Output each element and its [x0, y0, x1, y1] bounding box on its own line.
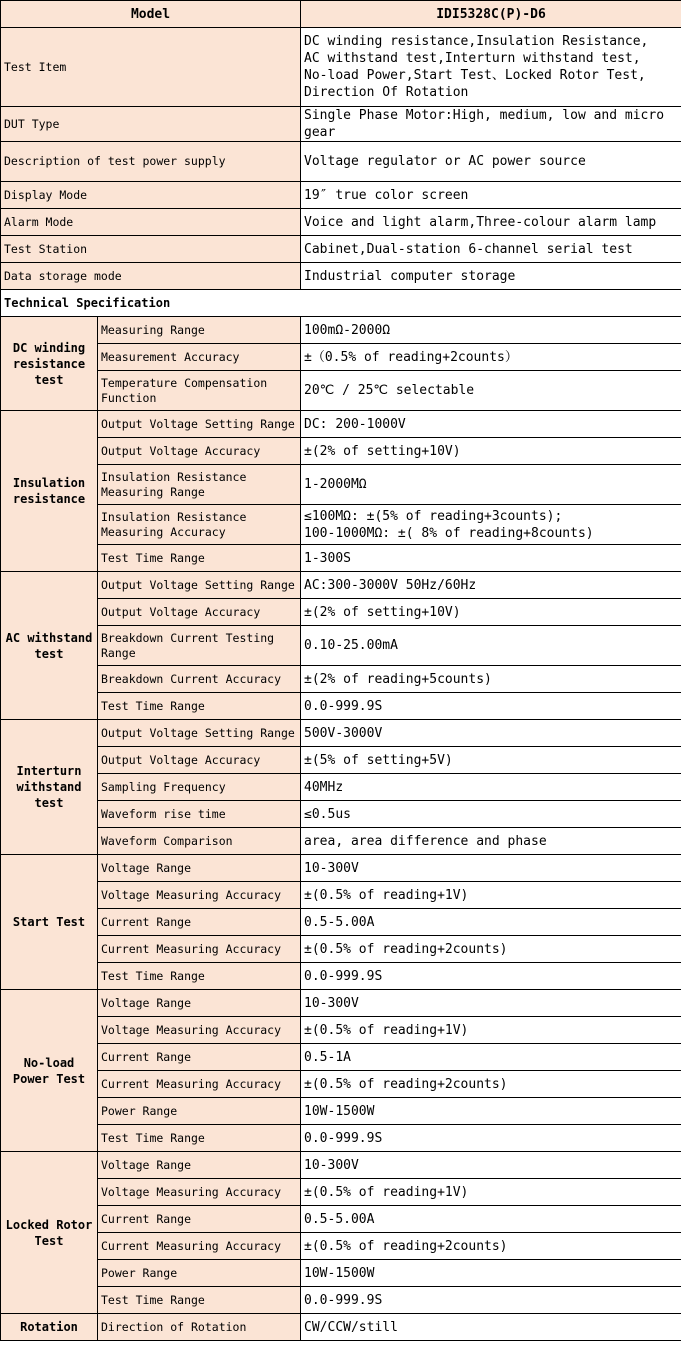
- group-label: Start Test: [1, 855, 98, 990]
- spec-value: 0.0-999.9S: [301, 1287, 681, 1314]
- spec-value: 1-2000MΩ: [301, 465, 681, 505]
- spec-row: [1, 1314, 681, 1341]
- spec-label: Voltage Measuring Accuracy: [98, 1179, 301, 1206]
- general-label: Description of test power supply: [1, 142, 301, 182]
- spec-value: ±(0.5% of reading+1V): [301, 1017, 681, 1044]
- spec-label: Test Time Range: [98, 693, 301, 720]
- general-label: Alarm Mode: [1, 209, 301, 236]
- spec-label: Direction of Rotation: [98, 1314, 301, 1341]
- header-row: [1, 1, 681, 28]
- spec-value: ±(2% of setting+10V): [301, 438, 681, 465]
- spec-row: [1, 545, 681, 572]
- spec-label: Voltage Measuring Accuracy: [98, 882, 301, 909]
- spec-label: Current Range: [98, 1044, 301, 1071]
- spec-value: 0.0-999.9S: [301, 963, 681, 990]
- general-row: [1, 28, 681, 107]
- spec-value: 10W-1500W: [301, 1098, 681, 1125]
- spec-value: 10-300V: [301, 990, 681, 1017]
- spec-row: [1, 720, 681, 747]
- spec-value: ±(0.5% of reading+1V): [301, 1179, 681, 1206]
- spec-value: ±(0.5% of reading+2counts): [301, 1071, 681, 1098]
- spec-row: [1, 1017, 681, 1044]
- spec-row: [1, 882, 681, 909]
- spec-label: Insulation Resistance Measuring Accuracy: [98, 505, 301, 545]
- general-row: [1, 107, 681, 142]
- group-label: Insulation resistance: [1, 411, 98, 572]
- spec-label: Power Range: [98, 1260, 301, 1287]
- group-label: AC withstand test: [1, 572, 98, 720]
- general-value: 19″ true color screen: [301, 182, 681, 209]
- general-row: [1, 209, 681, 236]
- spec-row: [1, 747, 681, 774]
- spec-row: [1, 990, 681, 1017]
- spec-value: 0.5-5.00A: [301, 1206, 681, 1233]
- spec-label: Output Voltage Accuracy: [98, 438, 301, 465]
- spec-row: [1, 1179, 681, 1206]
- spec-label: Voltage Range: [98, 1152, 301, 1179]
- spec-value: ±(5% of setting+5V): [301, 747, 681, 774]
- spec-row: [1, 936, 681, 963]
- spec-value: 10-300V: [301, 1152, 681, 1179]
- spec-label: Voltage Range: [98, 855, 301, 882]
- spec-row: [1, 626, 681, 666]
- spec-label: Current Range: [98, 1206, 301, 1233]
- spec-value: 0.0-999.9S: [301, 1125, 681, 1152]
- spec-label: Voltage Range: [98, 990, 301, 1017]
- spec-row: [1, 909, 681, 936]
- group-label: DC winding resistance test: [1, 317, 98, 411]
- general-label: Data storage mode: [1, 263, 301, 290]
- general-label: DUT Type: [1, 107, 301, 142]
- spec-value: ±(2% of reading+5counts): [301, 666, 681, 693]
- spec-value: 0.5-5.00A: [301, 909, 681, 936]
- spec-value: 500V-3000V: [301, 720, 681, 747]
- group-label: Rotation: [1, 1314, 98, 1341]
- spec-value: area, area difference and phase: [301, 828, 681, 855]
- spec-row: [1, 1260, 681, 1287]
- spec-row: [1, 438, 681, 465]
- spec-label: Insulation Resistance Measuring Range: [98, 465, 301, 505]
- spec-row: [1, 599, 681, 626]
- spec-value: ±(0.5% of reading+2counts): [301, 936, 681, 963]
- spec-label: Measurement Accuracy: [98, 344, 301, 371]
- spec-table-body: [1, 1, 681, 1341]
- spec-label: Temperature Compensation Function: [98, 371, 301, 411]
- general-value: Voice and light alarm,Three-colour alarm lamp: [301, 209, 681, 236]
- spec-value: 100mΩ-2000Ω: [301, 317, 681, 344]
- spec-value: ±(0.5% of reading+1V): [301, 882, 681, 909]
- spec-row: [1, 774, 681, 801]
- general-row: [1, 182, 681, 209]
- spec-row: [1, 317, 681, 344]
- spec-label: Power Range: [98, 1098, 301, 1125]
- general-label: Test Station: [1, 236, 301, 263]
- spec-label: Current Range: [98, 909, 301, 936]
- spec-row: [1, 828, 681, 855]
- spec-label: Sampling Frequency: [98, 774, 301, 801]
- spec-label: Current Measuring Accuracy: [98, 1071, 301, 1098]
- spec-label: Current Measuring Accuracy: [98, 1233, 301, 1260]
- spec-row: [1, 344, 681, 371]
- general-row: [1, 263, 681, 290]
- spec-value: 40MHz: [301, 774, 681, 801]
- spec-row: [1, 572, 681, 599]
- spec-value: ±(2% of setting+10V): [301, 599, 681, 626]
- spec-label: Test Time Range: [98, 963, 301, 990]
- spec-label: Breakdown Current Accuracy: [98, 666, 301, 693]
- spec-value: 20℃ / 25℃ selectable: [301, 371, 681, 411]
- spec-row: [1, 1098, 681, 1125]
- spec-row: [1, 963, 681, 990]
- general-value: Voltage regulator or AC power source: [301, 142, 681, 182]
- spec-row: [1, 801, 681, 828]
- general-row: [1, 236, 681, 263]
- section-title: Technical Specification: [1, 290, 681, 317]
- general-label: Test Item: [1, 28, 301, 107]
- spec-label: Test Time Range: [98, 1287, 301, 1314]
- spec-row: [1, 1206, 681, 1233]
- spec-label: Output Voltage Accuracy: [98, 747, 301, 774]
- header-model-value: IDI5328C(P)-D6: [301, 1, 681, 28]
- spec-value: ≤0.5us: [301, 801, 681, 828]
- spec-value: ±(0.5% of reading+2counts): [301, 1233, 681, 1260]
- group-label: No-load Power Test: [1, 990, 98, 1152]
- spec-label: Current Measuring Accuracy: [98, 936, 301, 963]
- spec-label: Waveform rise time: [98, 801, 301, 828]
- spec-row: [1, 505, 681, 545]
- spec-row: [1, 1233, 681, 1260]
- spec-row: [1, 1152, 681, 1179]
- spec-value: 1-300S: [301, 545, 681, 572]
- spec-row: [1, 666, 681, 693]
- spec-row: [1, 465, 681, 505]
- general-value: Single Phase Motor:High, medium, low and micro gear: [301, 107, 681, 142]
- spec-label: Output Voltage Setting Range: [98, 572, 301, 599]
- spec-value: 10-300V: [301, 855, 681, 882]
- spec-row: [1, 855, 681, 882]
- spec-row: [1, 371, 681, 411]
- general-value: Cabinet,Dual-station 6-channel serial test: [301, 236, 681, 263]
- section-row: [1, 290, 681, 317]
- spec-row: [1, 1125, 681, 1152]
- spec-row: [1, 1287, 681, 1314]
- spec-label: Breakdown Current Testing Range: [98, 626, 301, 666]
- group-label: Locked Rotor Test: [1, 1152, 98, 1314]
- spec-value: ±（0.5% of reading+2counts）: [301, 344, 681, 371]
- spec-label: Waveform Comparison: [98, 828, 301, 855]
- spec-value: 0.0-999.9S: [301, 693, 681, 720]
- general-value: Industrial computer storage: [301, 263, 681, 290]
- spec-value: AC:300-3000V 50Hz/60Hz: [301, 572, 681, 599]
- spec-label: Output Voltage Setting Range: [98, 411, 301, 438]
- spec-row: [1, 411, 681, 438]
- group-label: Interturn withstand test: [1, 720, 98, 855]
- spec-label: Test Time Range: [98, 545, 301, 572]
- spec-row: [1, 1071, 681, 1098]
- general-label: Display Mode: [1, 182, 301, 209]
- spec-value: CW/CCW/still: [301, 1314, 681, 1341]
- spec-value: DC: 200-1000V: [301, 411, 681, 438]
- spec-value: 0.10-25.00mA: [301, 626, 681, 666]
- general-row: [1, 142, 681, 182]
- spec-value: ≤100MΩ: ±(5% of reading+3counts); 100-1000MΩ: ±( 8% of reading+8counts): [301, 505, 681, 545]
- spec-label: Test Time Range: [98, 1125, 301, 1152]
- spec-label: Voltage Measuring Accuracy: [98, 1017, 301, 1044]
- spec-label: Output Voltage Setting Range: [98, 720, 301, 747]
- spec-value: 10W-1500W: [301, 1260, 681, 1287]
- spec-label: Measuring Range: [98, 317, 301, 344]
- spec-label: Output Voltage Accuracy: [98, 599, 301, 626]
- spec-row: [1, 1044, 681, 1071]
- spec-value: 0.5-1A: [301, 1044, 681, 1071]
- spec-row: [1, 693, 681, 720]
- general-value: DC winding resistance,Insulation Resistance, AC withstand test,Interturn withstand test, No-load Power,Start Test、Locked Rotor Test, Direction Of Rotation: [301, 28, 681, 107]
- header-model-label: Model: [1, 1, 301, 28]
